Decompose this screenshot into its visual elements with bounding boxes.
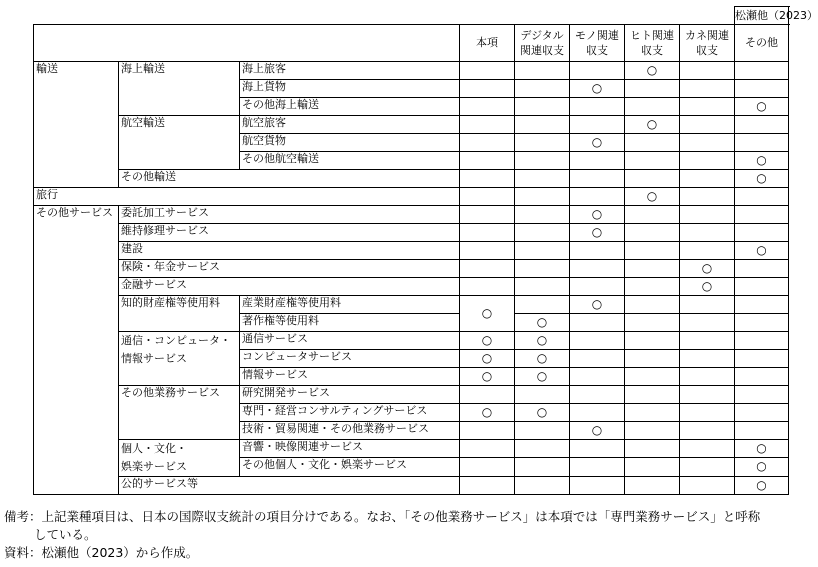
sub-government: 公的サービス等 [121,476,198,490]
item-air-other: その他航空輸送 [242,151,319,165]
item-audiovisual: 音響・映像関連サービス [242,439,363,453]
table-row [34,277,789,295]
sub-ip-charges: 知的財産権等使用料 [121,295,220,309]
col-header-honko: 本項 [476,36,498,49]
sub-air-transport: 航空輸送 [121,115,165,129]
item-telecom: 通信サービス [242,331,308,345]
col-header-digital-2: 関連収支 [520,43,564,57]
item-sea-freight: 海上貨物 [242,79,286,93]
mark: ○ [536,350,548,365]
notes [4,508,799,562]
sub-personal-1: 個人・文化・ [121,441,187,455]
mark: ○ [591,80,603,95]
category-transport: 輸送 [36,61,58,75]
mark: ○ [701,278,713,293]
col-header-mono-1: モノ関連 [575,28,619,42]
table-row [34,169,789,187]
item-air-freight: 航空貨物 [242,133,286,147]
sub-insurance: 保険・年金サービス [121,259,220,273]
mark: ○ [481,368,493,383]
mark: ○ [536,368,548,383]
mark: ○ [536,332,548,347]
classification-table [33,6,818,495]
note-remarks-continued: している。 [34,527,97,542]
note-source: 資料：松瀬他（2023）から作成。 [4,545,199,560]
item-information: 情報サービス [242,367,308,381]
item-computer: コンピュータサービス [242,349,352,363]
table-row [34,115,789,133]
item-air-passenger: 航空旅客 [242,115,286,129]
col-header-digital-1: デジタル [520,28,564,42]
mark: ○ [701,260,713,275]
mark: ○ [591,206,603,221]
table-row [34,241,789,259]
mark: ○ [591,296,603,311]
mark: ○ [481,305,493,320]
mark: ○ [646,188,658,203]
sub-other-transport: その他輸送 [121,169,176,183]
mark: ○ [591,224,603,239]
mark: ○ [536,404,548,419]
col-header-other: その他 [745,36,778,49]
mark: ○ [756,477,767,492]
sub-financial: 金融サービス [121,277,187,291]
table-row [34,223,789,241]
mark: ○ [536,314,548,329]
mark: ○ [646,116,658,131]
group-title: 松瀬他（2023） [735,8,818,22]
sub-construction: 建設 [121,241,143,255]
mark: ○ [591,422,603,437]
item-sea-other: その他海上輸送 [242,97,319,111]
sub-ict-2: 情報サービス [121,351,187,365]
table-row [34,61,789,79]
sub-ict-1: 通信・コンピュータ・ [121,333,231,347]
sub-processing: 委託加工サービス [121,205,209,219]
category-other-services: その他サービス [36,205,113,219]
sub-maintenance: 維持修理サービス [121,223,209,237]
item-copyright: 著作権等使用料 [242,313,319,327]
item-consulting: 専門・経営コンサルティングサービス [242,403,428,417]
sub-sea-transport: 海上輸送 [121,61,165,75]
table-row [34,187,789,205]
table-row [34,295,789,313]
sub-personal-2: 娯楽サービス [121,459,187,473]
mark: ○ [591,134,603,149]
mark: ○ [481,404,493,419]
item-sea-passenger: 海上旅客 [242,61,286,75]
mark: ○ [646,62,658,77]
mark: ○ [481,350,493,365]
table-row [34,439,789,458]
item-technical: 技術・貿易関連・その他業務サービス [242,421,429,435]
col-header-mono-2: 収支 [586,43,608,57]
col-header-kane-1: カネ関連 [685,28,729,42]
mark: ○ [481,332,493,347]
col-header-hito-2: 収支 [641,43,663,57]
item-rnd: 研究開発サービス [242,385,330,399]
note-remarks: 備考：上記業種項目は、日本の国際収支統計の項目分けである。なお、「その他業務サービス」は本項では「専門業務サービス」と呼称 [4,509,761,524]
col-header-kane-2: 収支 [696,43,718,57]
mark: ○ [756,98,767,113]
mark: ○ [756,170,767,185]
item-other-personal: その他個人・文化・娯楽サービス [242,458,407,471]
item-industrial-ip: 産業財産権等使用料 [242,295,341,309]
table-row [34,259,789,277]
category-travel: 旅行 [36,187,58,201]
mark: ○ [756,152,767,167]
table-row [34,331,789,349]
table-row [34,385,789,403]
mark: ○ [756,459,767,474]
mark: ○ [756,440,767,455]
table-row [34,476,789,494]
sub-other-business: その他業務サービス [121,385,220,399]
table-row [34,205,789,223]
col-header-hito-1: ヒト関連 [630,28,674,42]
mark: ○ [756,242,767,257]
